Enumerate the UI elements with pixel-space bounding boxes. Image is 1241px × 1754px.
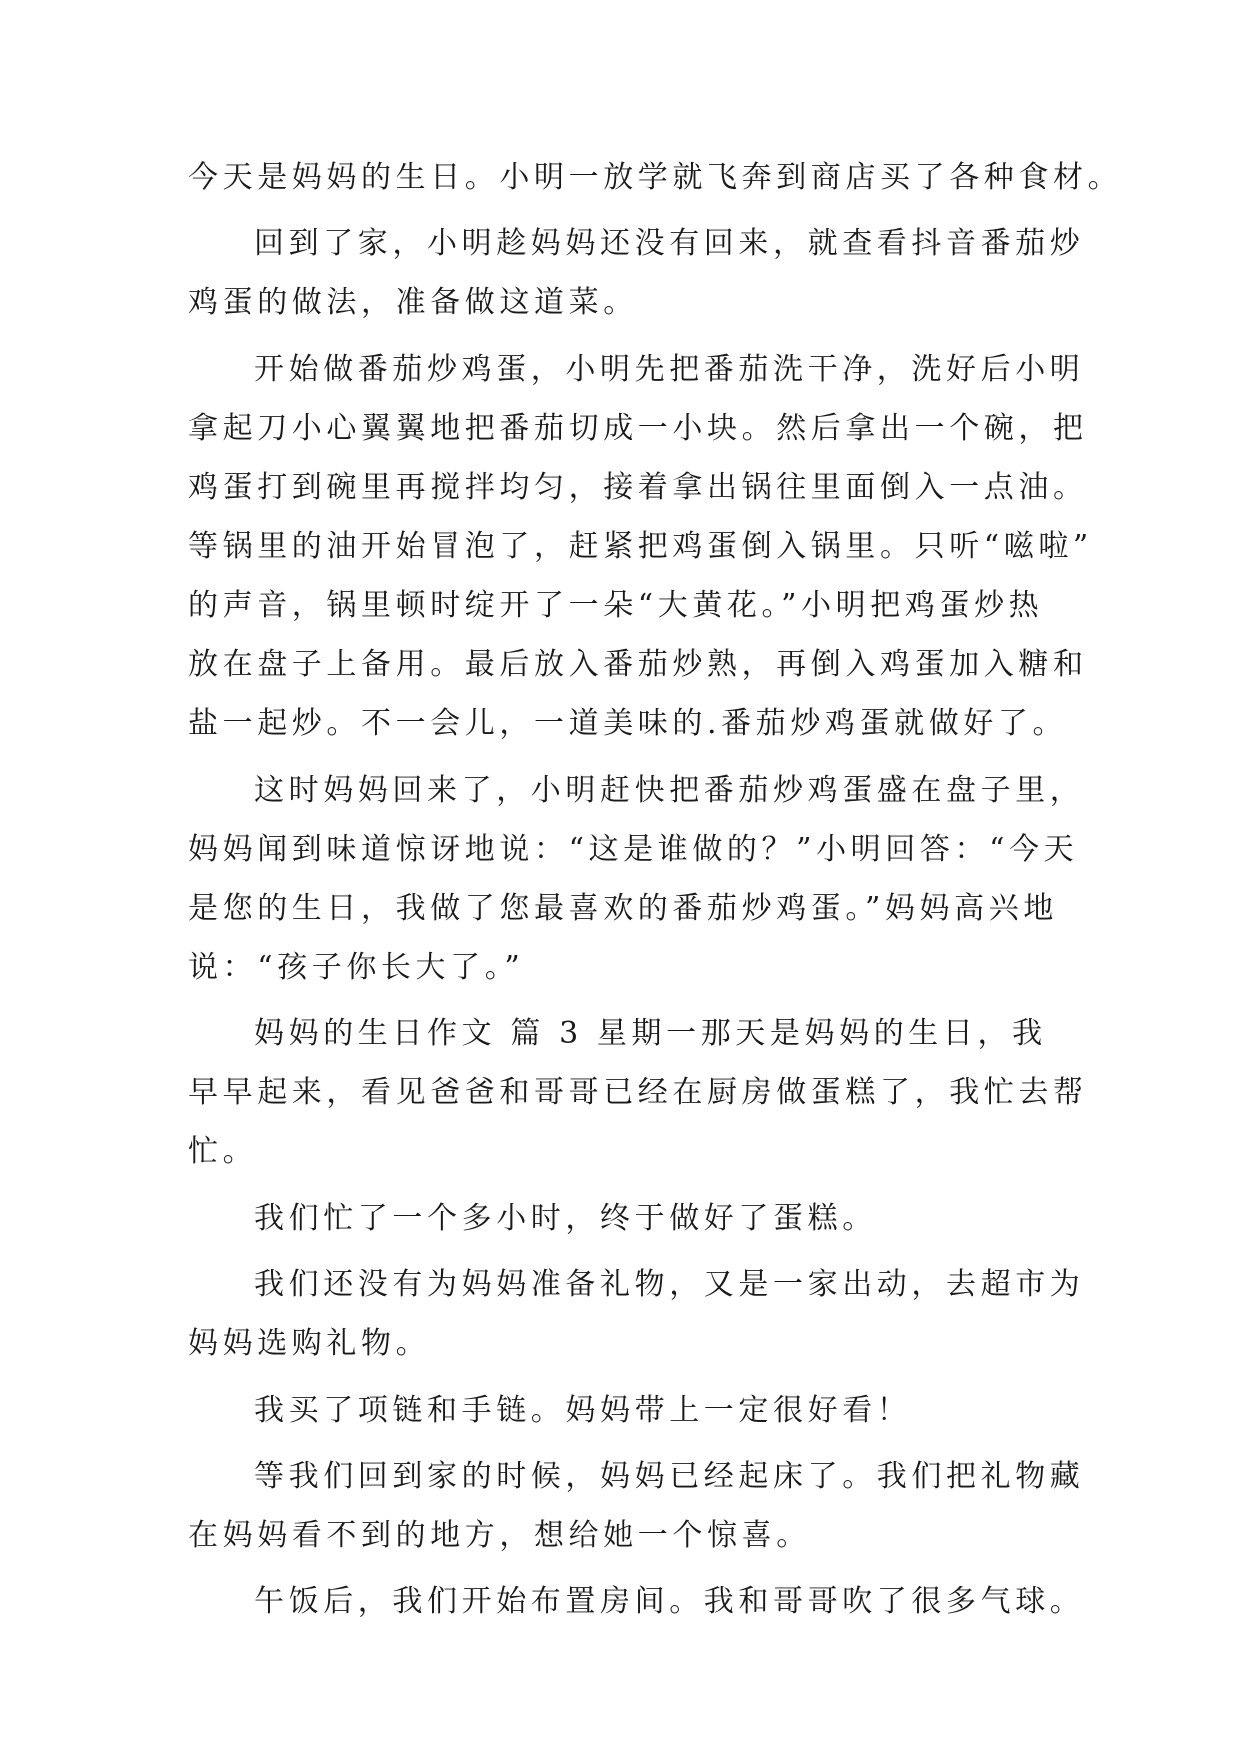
- text-line-11: 这时妈妈回来了，小明赶快把番茄炒鸡蛋盛在盘子里，: [254, 773, 1085, 808]
- text-line-22: 等我们回到家的时候，妈妈已经起床了。我们把礼物藏: [254, 1459, 1085, 1494]
- text-line-3: 鸡蛋的做法，准备做这道菜。: [188, 285, 638, 320]
- text-line-24: 午饭后，我们开始布置房间。我和哥哥吹了很多气球。: [254, 1584, 1085, 1619]
- text-line-1: 今天是妈妈的生日。小明一放学就飞奔到商店买了各种食材。: [188, 160, 1123, 195]
- text-line-19: 我们还没有为妈妈准备礼物，又是一家出动，去超市为: [254, 1267, 1085, 1302]
- text-line-17: 忙。: [188, 1134, 258, 1169]
- text-line-23: 在妈妈看不到的地方，想给她一个惊喜。: [188, 1518, 811, 1553]
- text-line-12: 妈妈闻到味道惊讶地说：“这是谁做的？”小明回答：“今天: [188, 832, 1079, 867]
- text-line-4: 开始做番茄炒鸡蛋，小明先把番茄洗干净，洗好后小明: [254, 352, 1085, 387]
- text-line-15: 妈妈的生日作文 篇 3 星期一那天是妈妈的生日，我: [254, 1016, 1047, 1051]
- text-line-10: 盐一起炒。不一会儿，一道美味的.番茄炒鸡蛋就做好了。: [188, 706, 1068, 741]
- text-line-16: 早早起来，看见爸爸和哥哥已经在厨房做蛋糕了，我忙去帮: [188, 1075, 1088, 1110]
- text-line-18: 我们忙了一个多小时，终于做好了蛋糕。: [254, 1201, 877, 1236]
- text-line-20: 妈妈选购礼物。: [188, 1326, 431, 1361]
- text-line-7: 等锅里的油开始冒泡了，赶紧把鸡蛋倒入锅里。只听“嗞啦”: [188, 529, 1093, 564]
- text-line-2: 回到了家，小明趁妈妈还没有回来，就查看抖音番茄炒: [254, 226, 1085, 261]
- text-line-14: 说：“孩子你长大了。”: [188, 950, 525, 985]
- text-line-21: 我买了项链和手链。妈妈带上一定很好看！: [254, 1393, 912, 1428]
- text-line-8: 的声音，锅里顿时绽开了一朵“大黄花。”小明把鸡蛋炒热: [188, 588, 1044, 623]
- text-line-6: 鸡蛋打到碗里再搅拌均匀，接着拿出锅往里面倒入一点油。: [188, 470, 1088, 505]
- text-line-5: 拿起刀小心翼翼地把番茄切成一小块。然后拿出一个碗，把: [188, 411, 1088, 446]
- text-line-13: 是您的生日，我做了您最喜欢的番茄炒鸡蛋。”妈妈高兴地: [188, 891, 1058, 926]
- text-line-9: 放在盘子上备用。最后放入番茄炒熟，再倒入鸡蛋加入糖和: [188, 647, 1088, 682]
